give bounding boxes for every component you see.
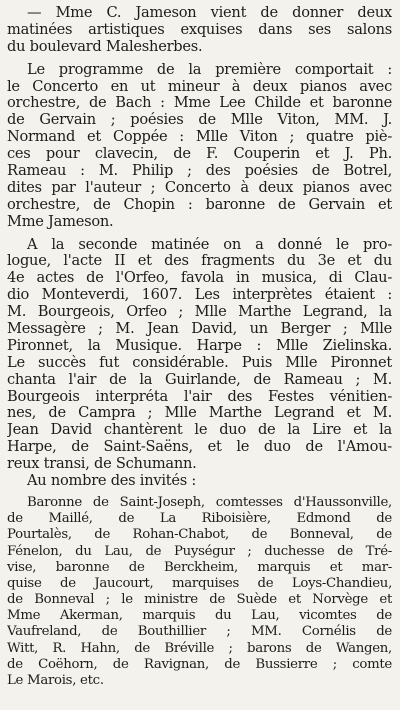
text-line: M. Bourgeois, Orfeo ; Mlle Marthe Legrand, la [7,304,392,321]
text-line: chanta l'air de la Guirlande, de Rameau ; M. [7,371,392,388]
text-line: logue, l'acte II et des fragments du 3e et du [7,253,392,270]
text-line: de Bonneval ; le ministre de Suède et Norvège et [7,592,392,608]
text-line: Pourtalès, de Rohan-Chabot, de Bonneval, de [7,527,392,543]
text-line: Mme Akerman, marquis du Lau, vicomtes de [7,608,392,624]
text-line: 4e actes de l'Orfeo, favola in musica, di Clau- [7,270,392,287]
text-line: orchestre, de Chopin : baronne de Gervain et [7,196,392,213]
text-line: dio Monteverdi, 1607. Les interprètes étaient : [7,287,392,304]
text-line: nes, de Campra ; Mlle Marthe Legrand et M. [7,405,392,422]
text-line: Bourgeois interpréta l'air des Festes vénitien- [7,388,392,405]
text-line: quise de Jaucourt, marquises de Loys-Chandieu, [7,575,392,591]
text-line: Mme Jameson. [7,213,114,230]
article-body [7,5,392,490]
text-line: de Coëhorn, de Ravignan, de Bussierre ; comte [7,656,392,672]
text-line: dites par l'auteur ; Concerto à deux pianos avec [7,179,392,196]
text-line: — Mme C. Jameson vient de donner deux [27,5,392,21]
text-line: ces pour clavecin, de F. Couperin et J. Ph. [7,146,392,163]
text-line: A la seconde matinée on a donné le pro- [27,236,392,253]
text-line: Le succès fut considérable. Puis Mlle Pironnet [7,354,392,371]
text-line: Messagère ; M. Jean David, un Berger ; Mlle [7,321,392,338]
text-line: vise, baronne de Berckheim, marquis et mar- [7,559,392,575]
text-line: Le programme de la première comportait : [27,61,392,78]
text-line: Witt, R. Hahn, de Bréville ; barons de Wangen, [7,640,392,656]
text-line: Jean David chantèrent le duo de la Lire et la [7,422,392,439]
text-line: Fénelon, du Lau, de Puységur ; duchesse de Tré- [7,543,392,559]
text-line: de Maillé, de La Riboisière, Edmond de [7,511,392,527]
text-line: Baronne de Saint-Joseph, comtesses d'Haussonville, [27,494,392,510]
guest-list [7,495,392,689]
text-line: matinées artistiques exquises dans ses salons [7,21,392,38]
text-line: le Concerto en ut mineur à deux pianos avec [7,78,392,95]
text-line: orchestre, de Bach : Mme Lee Childe et baronne [7,95,392,112]
text-line: Vaufreland, de Bouthillier ; MM. Cornélis de [7,624,392,640]
text-line: Normand et Coppée : Mlle Viton ; quatre piè- [7,129,392,146]
text-line: Au nombre des invités : [27,473,197,490]
text-line: Rameau : M. Philip ; des poésies de Botrel, [7,163,392,180]
text-line: Pironnet, la Musique. Harpe : Mlle Zielinska. [7,337,392,354]
text-line: Harpe, de Saint-Saëns, et le duo de l'Amou- [7,439,392,456]
text-line: du boulevard Malesherbes. [7,38,203,55]
text-line: Le Marois, etc. [7,673,104,688]
text-line: de Gervain ; poésies de Mlle Viton, MM. J. [7,112,392,129]
text-line: reux transi, de Schumann. [7,456,197,473]
